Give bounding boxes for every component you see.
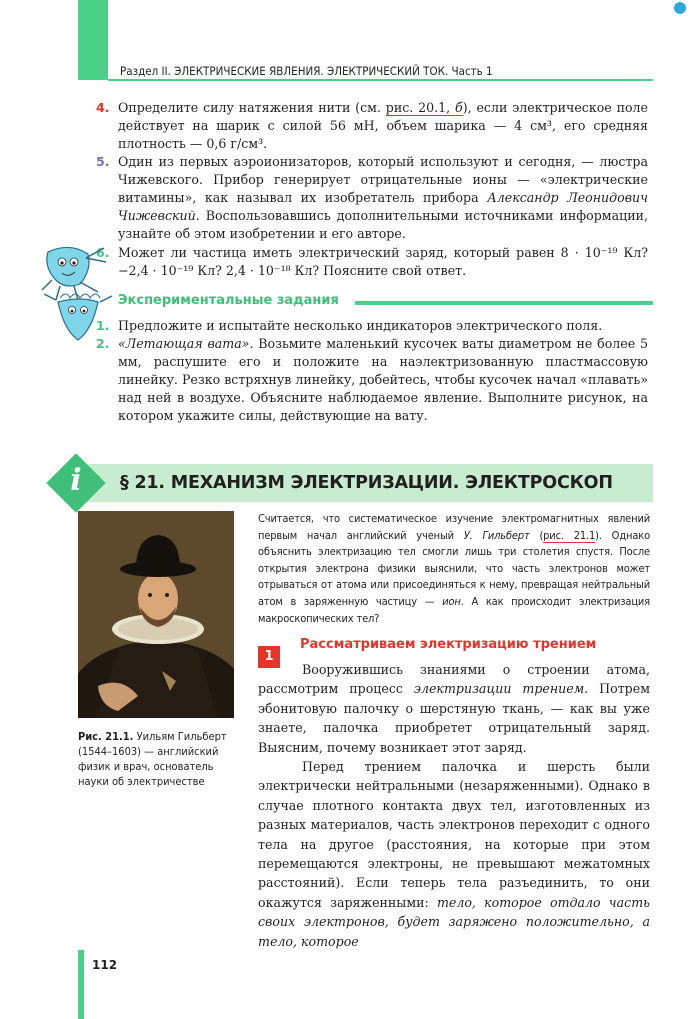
task-6: 6. Может ли частица иметь электрический заряд, который равен 8 · 10⁻¹⁹ Кл? −2,4 · 10⁻¹⁹ Кл? 2,4 · 10⁻¹⁸ Кл? Поясните свой ответ.	[96, 245, 648, 278]
paragraph: Вооружившись знаниями о строении атома, рассмотрим процесс электризации трением. Потрем эбонитовую палочку о шерстяную ткань, — как вы уже знаете, палочка приобретет отрицательный заряд. Выясним, почему возникает этот заряд.	[258, 662, 650, 755]
footer-accent-bar	[78, 950, 84, 1019]
experimental-task-1: 1. Предложите и испытайте несколько индикаторов электрического поля.	[96, 318, 603, 333]
page-number: 112	[92, 958, 118, 972]
paragraph: Перед трением палочка и шерсть были электрически нейтральными (незаряженными). Однако в случае плотного контакта двух тел, изготовленных из разных материалов, часть электронов переходит с одного тела на другое (расстояния, на которые при этом перемещаются электроны, не превышают межатомных расстояний). Если теперь тела разъединить, то они окажутся заряженными: тело, которое отдало часть своих электронов, будет заряжено положительно, а тело, которое	[258, 759, 650, 949]
person-name: У. Гильберт	[463, 528, 530, 542]
info-letter-icon: i	[70, 463, 82, 498]
figure-ref: рис. 21.1	[543, 528, 596, 542]
subsection-title: Рассматриваем электризацию трением	[300, 637, 597, 652]
section-intro: Считается, что систематическое изучение электромагнитных явлений первым начал английский ученый У. Гильберт (рис. 21.1). Однако объяснить электризацию тел смогли лишь три столетия спустя. После открытия электрона физики выяснили, что часть электронов может отрываться от атома или присоединяться к нему, превращая нейтральный атом в заряженную частицу — ион. А как происходит электризация макроскопических тел?	[258, 512, 650, 625]
figure-caption: Рис. 21.1. Уильям Гильберт (1544–1603) — английский физик и врач, основатель науки об электричестве	[78, 730, 227, 788]
experimental-task-2: 2. «Летающая вата». Возьмите маленький кусочек ваты диаметром не более 5 мм, распушите его и положите на наэлектризованную пластмассовую линейку. Резко встряхнув линейку, добейтесь, чтобы кусочек начал «плавать» над ней в воздухе. Объясните наблюдаемое явление. Выполните рисунок, на котором укажите силы, действующие на вату.	[96, 336, 648, 423]
person-name: Александр Леонидович Чижевский	[118, 190, 648, 223]
task-5: 5. Один из первых аэроионизаторов, который используют и сегодня, — люстра Чижевского. Прибор генерирует отрицательные ионы — «электрические витамины», как называл их изобретатель прибора Александр Леонидович Чижевский. Воспользовавшись дополнительными источниками информации, узнайте об этом изобретении и его авторе.	[96, 154, 648, 241]
key-statement: тело, которое отдало часть своих электронов, будет заряжено положительно, а тело, которое	[258, 894, 650, 949]
task-title: «Летающая вата».	[118, 336, 254, 351]
header-accent-bar	[78, 0, 108, 80]
section-title: § 21. МЕХАНИЗМ ЭЛЕКТРИЗАЦИИ. ЭЛЕКТРОСКОП	[120, 473, 613, 493]
header-rule	[108, 79, 653, 81]
figure-ref: рис. 20.1, б	[385, 100, 463, 115]
publisher-logo-icon	[674, 2, 686, 14]
term-ion: ион	[442, 594, 461, 608]
running-title: Раздел II. ЭЛЕКТРИЧЕСКИЕ ЯВЛЕНИЯ. ЭЛЕКТРИЧЕСКИЙ ТОК. Часть 1	[120, 64, 493, 78]
portrait-image	[78, 511, 234, 718]
task-number: 4.	[96, 100, 110, 115]
term: электризации трением.	[413, 681, 589, 697]
body-text	[258, 660, 650, 951]
task-4: 4. Определите силу натяжения нити (см. рис. 20.1, б), если электрическое поле действует на шарик с силой 56 мН, объем шарика — 4 см³, его средняя плотность — 0,6 г/см³.	[96, 100, 649, 151]
task-number: 1.	[96, 318, 110, 333]
task-number: 6.	[96, 245, 110, 260]
caption-label: Рис. 21.1.	[78, 730, 134, 743]
subsection-number: 1	[258, 646, 280, 668]
heading-rule	[355, 301, 653, 305]
experimental-tasks-heading: Экспериментальные задания	[118, 293, 339, 308]
task-number: 2.	[96, 336, 110, 351]
task-number: 5.	[96, 154, 110, 169]
